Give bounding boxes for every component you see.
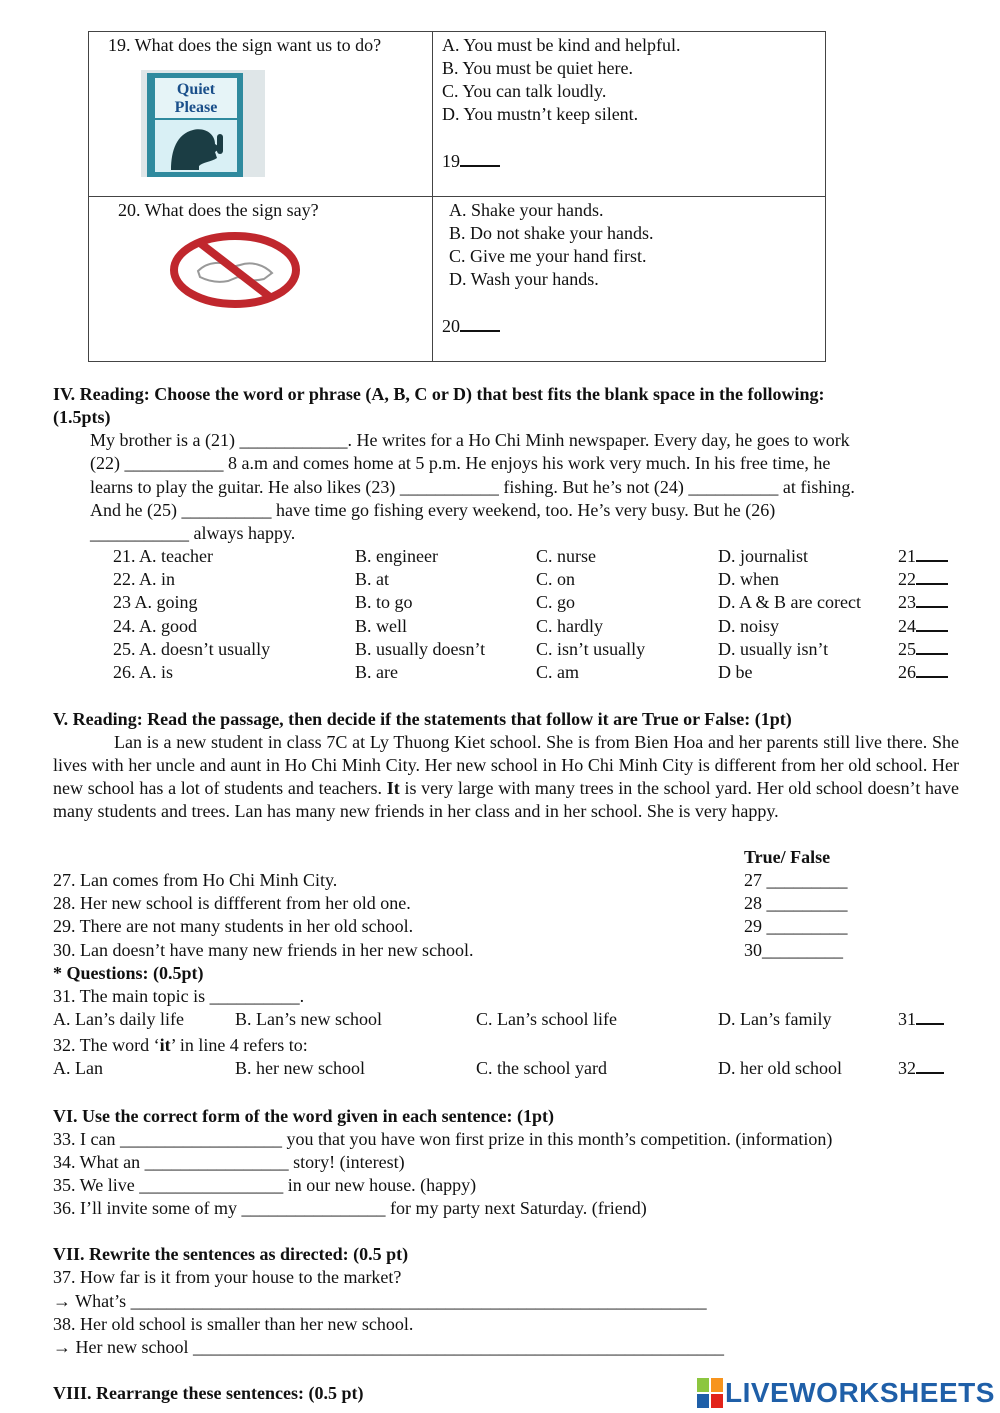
q31-option-c[interactable]: C. Lan’s school life: [476, 1009, 617, 1029]
q20-question: 20. What does the sign say?: [118, 200, 319, 220]
item-37: 37. How far is it from your house to the market?: [53, 1267, 402, 1287]
q31-option-b[interactable]: B. Lan’s new school: [235, 1009, 382, 1029]
q32-stem-part: ’ in line 4 refers to:: [170, 1035, 308, 1055]
option-d[interactable]: D. when: [718, 569, 779, 589]
sign-text-line1: Quiet: [176, 81, 216, 98]
q19-answer-blank[interactable]: [442, 150, 500, 173]
section4-passage-line4: And he (25) __________ have time go fishing every weekend, too. He’s very busy. But he (26): [90, 500, 776, 520]
answer-number: 24: [898, 616, 916, 636]
statement-27: 27. Lan comes from Ho Chi Minh City.: [53, 870, 338, 890]
section4-heading-line2: (1.5pts): [53, 407, 111, 427]
option-a[interactable]: 25. A. doesn’t usually: [113, 639, 271, 659]
q32-stem-bold: it: [159, 1035, 171, 1055]
answer-number: 25: [898, 639, 916, 659]
answer-number: 32: [898, 1058, 916, 1078]
statement-28-blank[interactable]: 28 _________: [744, 893, 848, 913]
signs-table: [88, 31, 826, 362]
no-handshake-sign-icon: [168, 231, 302, 309]
option-c[interactable]: C. nurse: [536, 546, 596, 566]
quiet-please-sign-image: [141, 70, 265, 177]
section7-heading: VII. Rewrite the sentences as directed: (0.5 pt): [53, 1244, 409, 1264]
answer-number: 22: [898, 569, 916, 589]
q19-question-cell: [89, 32, 433, 197]
answer-blank[interactable]: [898, 568, 948, 591]
section4-passage-line5: ___________ always happy.: [90, 523, 296, 543]
option-d[interactable]: D. A & B are corect: [718, 592, 861, 612]
option-b[interactable]: B. usually doesn’t: [355, 639, 486, 659]
statement-27-blank[interactable]: 27 _________: [744, 870, 848, 890]
sign-text-line2: Please: [174, 99, 218, 116]
true-false-header: True/ False: [744, 847, 831, 867]
statement-30: 30. Lan doesn’t have many new friends in her new school.: [53, 940, 474, 960]
item-37-rewrite[interactable]: → What’s ________________________________________________________________: [53, 1291, 707, 1311]
q19-option-b: B. You must be quiet here.: [442, 58, 633, 78]
section4-passage-line1: My brother is a (21) ____________. He writes for a Ho Chi Minh newspaper. Every day, he goes to work: [90, 430, 850, 450]
q19-answer-label: 19: [442, 151, 460, 171]
option-d[interactable]: D. usually isn’t: [718, 639, 829, 659]
option-a[interactable]: 26. A. is: [113, 662, 174, 682]
answer-blank[interactable]: [898, 638, 948, 661]
answer-number: 23: [898, 592, 916, 612]
answer-blank[interactable]: [898, 615, 948, 638]
passage-part: Lan is a new student in class 7C at Ly Thuong Kiet school. She is from Bien Hoa and her parents still live there. She lives with her uncle and aunt in Ho Chi Minh City. Her new school in Ho Chi Minh City is different from her old school. Her new school has a lot of students and teachers.: [53, 732, 959, 798]
option-b[interactable]: B. are: [355, 662, 398, 682]
q20-options-cell: [433, 197, 826, 362]
item-34[interactable]: 34. What an ________________ story! (interest): [53, 1152, 405, 1172]
section5-passage: [53, 731, 959, 823]
q20-option-b: B. Do not shake your hands.: [449, 223, 654, 243]
option-d[interactable]: D. journalist: [718, 546, 808, 566]
option-c[interactable]: C. hardly: [536, 616, 603, 636]
option-b[interactable]: B. well: [355, 616, 407, 636]
q32-option-b[interactable]: B. her new school: [235, 1058, 365, 1078]
statement-30-blank[interactable]: 30_________: [744, 940, 843, 960]
q20-answer-blank[interactable]: [442, 315, 500, 338]
q19-option-a: A. You must be kind and helpful.: [442, 35, 681, 55]
item-38: 38. Her old school is smaller than her new school.: [53, 1314, 414, 1334]
answer-blank[interactable]: [898, 545, 948, 568]
liveworksheets-watermark: LIVEWORKSHEETS: [725, 1377, 995, 1408]
q19-options-cell: [433, 32, 826, 197]
section6-heading: VI. Use the correct form of the word given in each sentence: (1pt): [53, 1106, 555, 1126]
answer-number: 21: [898, 546, 916, 566]
option-d[interactable]: D. noisy: [718, 616, 780, 636]
q20-option-d: D. Wash your hands.: [449, 269, 599, 289]
q31-option-d[interactable]: D. Lan’s family: [718, 1009, 832, 1029]
q31-option-a[interactable]: A. Lan’s daily life: [53, 1009, 184, 1029]
questions-heading: * Questions: (0.5pt): [53, 963, 204, 983]
passage-bold-it: It: [386, 778, 400, 798]
option-b[interactable]: B. to go: [355, 592, 413, 612]
passage-part: is very large with many trees in the school yard. Her old school doesn’t have many students and trees. Lan has many new friends in her class and in her school. She is very happy.: [53, 778, 959, 821]
q19-option-c: C. You can talk loudly.: [442, 81, 607, 101]
option-a[interactable]: 21. A. teacher: [113, 546, 213, 566]
q20-question-cell: [89, 197, 433, 362]
answer-number: 31: [898, 1009, 916, 1029]
section4-passage-line3: learns to play the guitar. He also likes (23) ___________ fishing. But he’s not (24) __________ at fishing.: [90, 477, 855, 497]
statement-29: 29. There are not many students in her old school.: [53, 916, 414, 936]
option-a[interactable]: 22. A. in: [113, 569, 176, 589]
section4-heading-line1: IV. Reading: Choose the word or phrase (A, B, C or D) that best fits the blank space in the following:: [53, 384, 825, 404]
option-c[interactable]: C. go: [536, 592, 576, 612]
q19-question: 19. What does the sign want us to do?: [108, 35, 382, 55]
answer-number: 26: [898, 662, 916, 682]
q32-option-c[interactable]: C. the school yard: [476, 1058, 607, 1078]
q20-option-a: A. Shake your hands.: [449, 200, 604, 220]
liveworksheets-logo-icon: [697, 1378, 723, 1408]
option-a[interactable]: 23 A. going: [113, 592, 198, 612]
answer-blank[interactable]: [898, 661, 948, 684]
option-c[interactable]: C. am: [536, 662, 579, 682]
option-b[interactable]: B. at: [355, 569, 389, 589]
statement-28: 28. Her new school is diffferent from her old one.: [53, 893, 411, 913]
item-33[interactable]: 33. I can __________________ you that you have won first prize in this month’s competition. (information): [53, 1129, 833, 1149]
q32-answer-blank[interactable]: [898, 1057, 944, 1080]
answer-blank[interactable]: [898, 591, 948, 614]
statement-29-blank[interactable]: 29 _________: [744, 916, 848, 936]
q20-answer-label: 20: [442, 316, 460, 336]
option-b[interactable]: B. engineer: [355, 546, 438, 566]
q32-option-a[interactable]: A. Lan: [53, 1058, 103, 1078]
q20-option-c: C. Give me your hand first.: [449, 246, 647, 266]
q32-stem-part: 32. The word ‘: [53, 1035, 160, 1055]
option-c[interactable]: C. isn’t usually: [536, 639, 646, 659]
q32-stem: [53, 1034, 308, 1057]
section8-heading: VIII. Rearrange these sentences: (0.5 pt): [53, 1383, 364, 1403]
q19-option-d: D. You mustn’t keep silent.: [442, 104, 639, 124]
option-d[interactable]: D be: [718, 662, 753, 682]
item-35[interactable]: 35. We live ________________ in our new house. (happy): [53, 1175, 477, 1195]
q31-stem: 31. The main topic is __________.: [53, 986, 305, 1006]
section5-heading: V. Reading: Read the passage, then decide if the statements that follow it are True or False: (1pt): [53, 709, 792, 729]
option-a[interactable]: 24. A. good: [113, 616, 198, 636]
q32-option-d[interactable]: D. her old school: [718, 1058, 842, 1078]
option-c[interactable]: C. on: [536, 569, 576, 589]
item-36[interactable]: 36. I’ll invite some of my ________________ for my party next Saturday. (friend): [53, 1198, 647, 1218]
section4-passage-line2: (22) ___________ 8 a.m and comes home at 5 p.m. He enjoys his work very much. In his free time, he: [90, 453, 831, 473]
item-38-rewrite[interactable]: → Her new school ___________________________________________________________: [53, 1337, 724, 1357]
q31-answer-blank[interactable]: [898, 1008, 944, 1031]
